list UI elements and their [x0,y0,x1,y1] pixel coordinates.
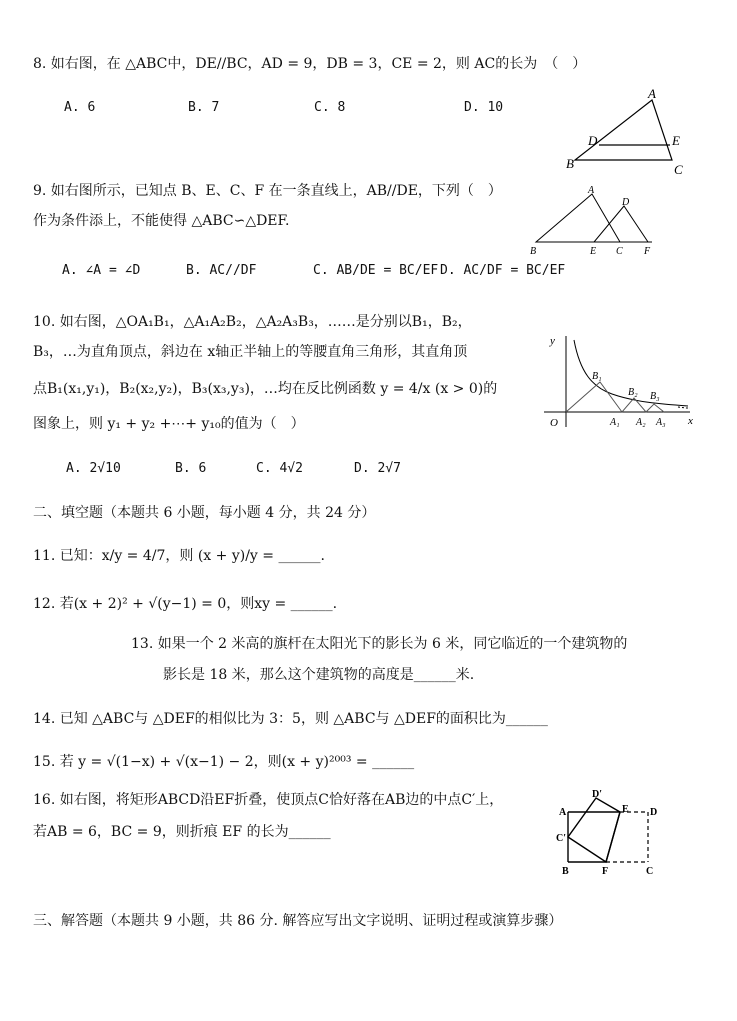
label-a: A [588,185,595,196]
q10-option-d: D. 2√7 [354,461,401,476]
label-c: C [616,246,623,257]
q8-text: 8. 如右图，在 △ABC中，DE//BC，AD = 9，DB = 3，CE = 2，则 AC的长为 （ ） [33,56,587,72]
triangle-abc [575,100,672,160]
q11-text: 11. 已知：x/y = 4/7，则 (x + y)/y = ______. [33,548,325,564]
label-a1: A₁ [610,417,620,428]
label-d: D [622,197,630,208]
q10-text-line4: 图象上，则 y₁ + y₂ +⋯+ y₁₀的值为（ ） [33,416,305,432]
q8-option-a: A. 6 [64,100,96,115]
label-b: B [566,156,574,171]
label-e: E [622,804,629,815]
label-y: y [550,335,555,347]
label-b1: B₁ [592,371,602,382]
label-c: C [646,866,654,876]
label-e: E [672,133,680,148]
q10-text-line2: B₃，…为直角顶点，斜边在 x轴正半轴上的等腰直角三角形，其直角顶 [33,344,468,360]
section-2-heading: 二、填空题（本题共 6 小题，每小题 4 分，共 24 分） [33,505,376,521]
q8-option-d: D. 10 [464,100,504,115]
label-c-prime: C′ [556,833,567,844]
label-b: B [530,246,537,257]
label-c: C [674,162,683,177]
label-d-prime: D′ [592,789,603,800]
label-d: D [588,133,598,148]
q8-option-c: C. 8 [314,100,346,115]
q10-option-b: B. 6 [175,461,207,476]
q10-hyperbola-figure [540,332,700,432]
q16-fold-figure [556,786,662,876]
q9-option-d: D. AC/DF = BC/EF [440,263,566,278]
q10-option-a: A. 2√10 [66,461,121,476]
label-b2: B₂ [628,387,638,398]
q10-text-line3: 点B₁(x₁,y₁)，B₂(x₂,y₂)，B₃(x₃,y₃)，…均在反比例函数 y = 4/x (x > 0)的 [33,381,498,397]
q10-option-c: C. 4√2 [256,461,303,476]
q9-triangles-figure [528,184,656,260]
label-o: O [550,417,558,429]
label-a: A [559,807,567,818]
q9-option-b: B. AC//DF [186,263,257,278]
q12-text: 12. 若(x + 2)² + √(y−1) = 0，则xy = ______. [33,596,338,612]
q14-text: 14. 已知 △ABC与 △DEF的相似比为 3：5，则 △ABC与 △DEF的面积比为______ [33,711,548,727]
label-e: E [590,246,597,257]
q10-text-line1: 10. 如右图，△OA₁B₁，△A₁A₂B₂，△A₂A₃B₃，……是分别以B₁，B₂， [33,314,472,330]
q13-text-line1: 13. 如果一个 2 米高的旗杆在太阳光下的影长为 6 米，同它临近的一个建筑物的 [131,636,628,652]
label-f: F [602,866,609,876]
q8-option-b: B. 7 [188,100,220,115]
q9-option-c: C. AB/DE = BC/EF [313,263,439,278]
label-a2: A₂ [636,417,646,428]
q15-text: 15. 若 y = √(1−x) + √(x−1) − 2，则(x + y)²⁰⁰³ = ______ [33,754,415,770]
section-3-heading: 三、解答题（本题共 9 小题，共 86 分. 解答应写出文字说明、证明过程或演算步骤） [33,913,563,929]
q16-text-line1: 16. 如右图，将矩形ABCD沿EF折叠，使顶点C恰好落在AB边的中点C′上， [33,792,504,808]
label-a3: A₃ [656,417,666,428]
folded-quadrilateral [568,798,620,862]
label-b3: B₃ [650,391,660,402]
q8-triangle-figure [560,88,700,180]
continuation-dots [678,407,690,408]
q16-text-line2: 若AB = 6，BC = 9，则折痕 EF 的长为______ [33,824,331,840]
label-f: F [644,246,651,257]
q13-text-line2: 影长是 18 米，那么这个建筑物的高度是______米. [163,667,475,683]
label-x: x [688,415,693,427]
q9-text-line1: 9. 如右图所示，已知点 B、E、C、F 在一条直线上，AB//DE，下列（ ） [33,183,502,199]
label-a: A [648,88,656,101]
label-d: D [650,807,658,818]
label-b: B [562,866,569,876]
triangle-abc [536,194,620,242]
q9-text-line2: 作为条件添上，不能使得 △ABC∽△DEF. [33,213,290,229]
q9-option-a: A. ∠A = ∠D [62,263,141,278]
crease-ef [606,812,620,862]
